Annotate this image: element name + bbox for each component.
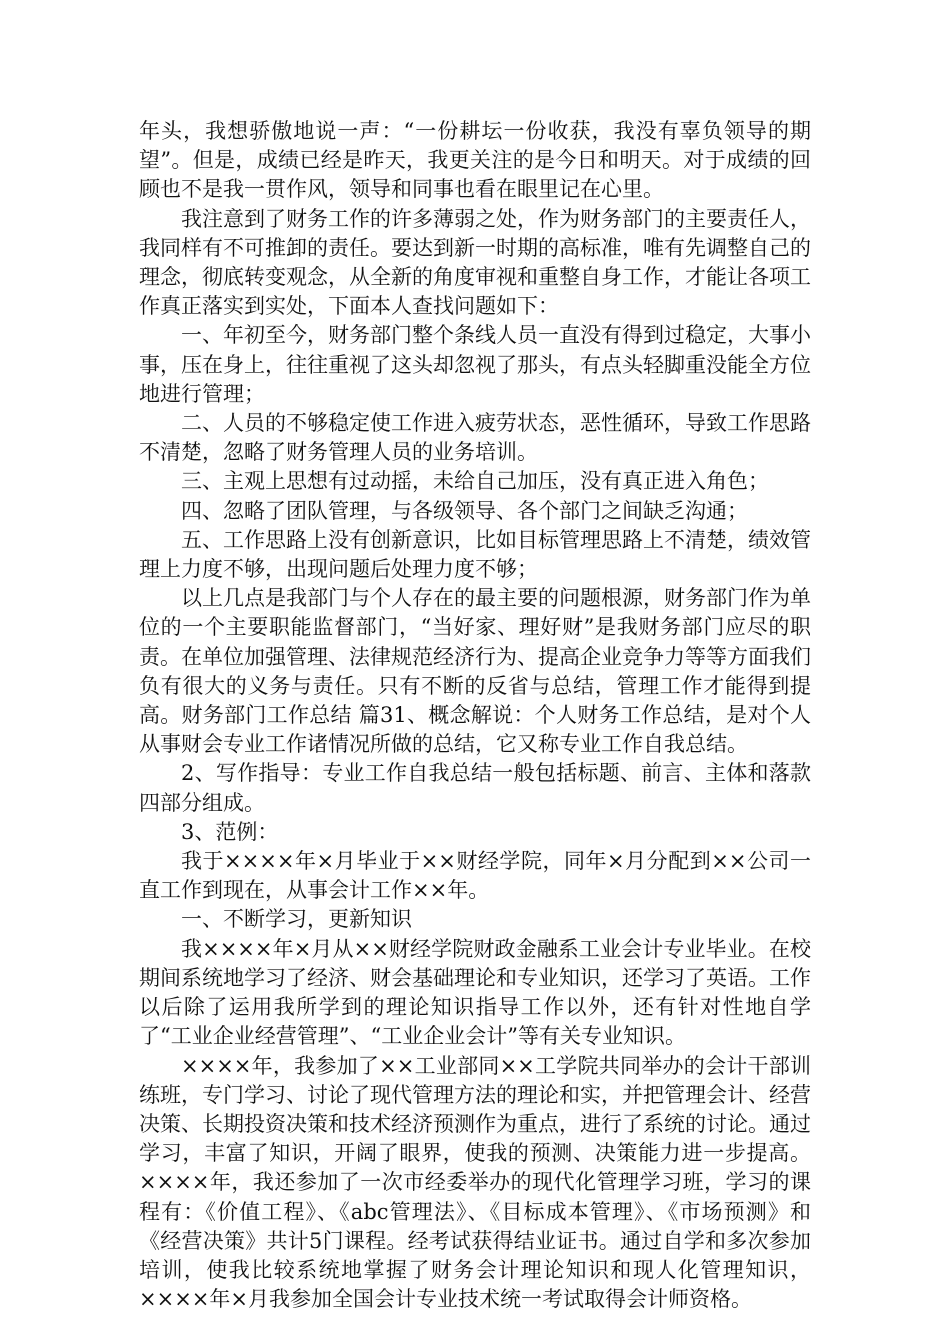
paragraph: 四、忽略了团队管理，与各级领导、各个部门之间缺乏沟通； — [181, 498, 748, 523]
paragraph: 二、人员的不够稳定使工作进入疲劳状态，恶性循环，导致工作思路不清楚，忽略了财务管理人员的业务培训。 — [139, 411, 811, 465]
paragraph: 以上几点是我部门与个人存在的最主要的问题根源，财务部门作为单位的一个主要职能监督部门，“当好家、理好财”是我财务部门应尽的职责。在单位加强管理、法律规范经济行为、提高企业竞争力等等方面我们负有很大的义务与责任。只有不断的反省与总结，管理工作才能得到提高。财务部门工作总结 篇31、概念解说：个人财务工作总结，是对个人从事财会专业工作诸情况所做的总结，它又称专业工作自我总结。 — [139, 586, 811, 757]
paragraph: 2、写作指导：专业工作自我总结一般包括标题、前言、主体和落款四部分组成。 — [139, 761, 811, 815]
paragraph: 我××××年×月从××财经学院财政金融系工业会计专业毕业。在校期间系统地学习了经济、财会基础理论和专业知识，还学习了英语。工作以后除了运用我所学到的理论知识指导工作以外，还有针对性地自学了“工业企业经营管理”、“工业企业会计”等有关专业知识。 — [139, 936, 811, 1049]
document-body — [139, 117, 811, 1314]
paragraph: 三、主观上思想有过动摇，未给自己加压，没有真正进入角色； — [181, 469, 769, 494]
paragraph: ××××年，我参加了××工业部同××工学院共同举办的会计干部训练班，专门学习、讨论了现代管理方法的理论和实，并把管理会计、经营决策、长期投资决策和技术经济预测作为重点，进行了系统的讨论。通过学习，丰富了知识，开阔了眼界，使我的预测、决策能力进一步提高。××××年，我还参加了一次市经委举办的现代化管理学习班，学习的课程有：《价值工程》、《abc管理法》、《目标成本管理》、《市场预测》和《经营决策》共计5门课程。经考试获得结业证书。通过自学和多次参加培训，使我比较系统地掌握了财务会计理论知识和现人化管理知识，××××年×月我参加全国会计专业技术统一考试取得会计师资格。 — [139, 1053, 811, 1312]
paragraph: 五、工作思路上没有创新意识，比如目标管理思路上不清楚，绩效管理上力度不够，出现问题后处理力度不够； — [139, 527, 811, 582]
paragraph: 我注意到了财务工作的许多薄弱之处，作为财务部门的主要责任人，我同样有不可推卸的责任。要达到新一时期的高标准，唯有先调整自己的理念，彻底转变观念，从全新的角度审视和重整自身工作，才能让各项工作真正落实到实处，下面本人查找问题如下： — [139, 206, 811, 319]
section-heading: 一、不断学习，更新知识 — [181, 907, 412, 932]
paragraph: 一、年初至今，财务部门整个条线人员一直没有得到过稳定，大事小事，压在身上，往往重视了这头却忽视了那头，有点头轻脚重没能全方位地进行管理； — [139, 323, 811, 406]
paragraph: 我于××××年×月毕业于××财经学院，同年×月分配到××公司一直工作到现在，从事会计工作××年。 — [139, 849, 811, 903]
paragraph: 3、范例： — [181, 819, 279, 844]
paragraph: 年头，我想骄傲地说一声：“一份耕坛一份收获，我没有辜负领导的期望”。但是，成绩已经是昨天，我更关注的是今日和明天。对于成绩的回顾也不是我一贯作风，领导和同事也看在眼里记在心里。 — [139, 119, 811, 202]
